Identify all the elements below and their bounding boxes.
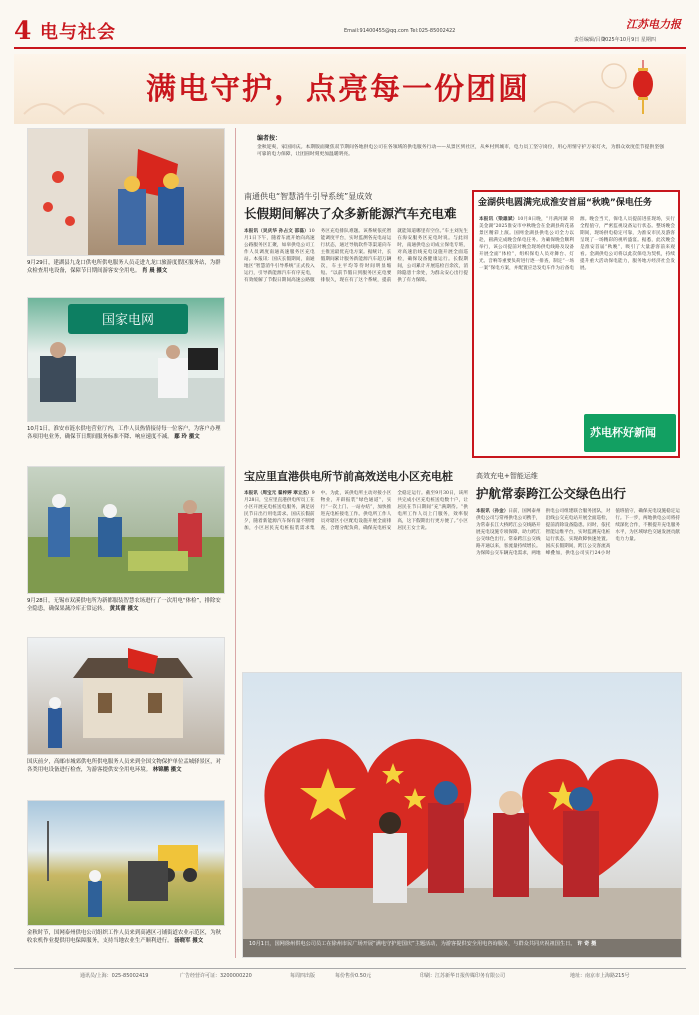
- svg-text:国家电网: 国家电网: [101, 313, 155, 328]
- header-rule: [14, 47, 686, 49]
- photo-3: [27, 466, 225, 594]
- footer-f6: 地址：南京市上海路215号: [570, 973, 630, 979]
- photo-5-caption-text: 金秋时节，国网泰州供电公司组织工作人员来到高港区刁铺街道农业示范区，为秋收农机作业提供用电保障服务，支持当地农业生产顺利进行。: [27, 930, 222, 944]
- page-number: 4: [14, 16, 32, 45]
- photo-2: [27, 297, 225, 422]
- photo-5-caption: [27, 929, 225, 953]
- photo-5: [27, 800, 225, 926]
- photo-4-caption-text: 国庆前夕，高邮市城郊供电所供电服务人员来到全国文物保护单位盂城驿景区，对各类用电设备进行检查，为游客提供安全用电环境。: [27, 759, 222, 773]
- editor-note-text: 金秋迎爽，家国同庆。本期版面聚焦双节期间各地供电公司在各领域的供电服务行动——从景区到社区，从乡村到城市，电力员工坚守岗位，用心用情守护万家灯火，为群众欢度佳节提供坚强可靠的电力保障，让团圆时刻更加温暖明亮。: [257, 145, 664, 158]
- lantern-icon: [632, 60, 654, 116]
- article4-title: 护航常泰跨江公交绿色出行: [476, 486, 627, 501]
- photo-1-caption-text: 9月29日，建湖县九龙口供电所供电服务人员走进九龙口旅游度假区服务站，为群众检查用电设备，保障节日期间游客安全用电。: [27, 260, 221, 274]
- section-title: 电与社会: [40, 22, 116, 43]
- article3-byline: 本报讯（周宝元 翟梓婷 翠立杰）: [244, 491, 312, 496]
- service-hall-icon: [28, 298, 225, 422]
- article4-byline: 本报讯（孙金）: [476, 509, 509, 514]
- photo-5-author: 汤晓军 摄文: [174, 938, 204, 944]
- wechat-ad: [584, 414, 676, 452]
- article1-title: 长假期间解决了众多新能源汽车充电难: [244, 206, 457, 221]
- paper-logo: 江苏电力报: [626, 18, 681, 31]
- banner: [14, 54, 686, 124]
- header-contacts: Email:91400455@qq.com Tel:025-85002422: [344, 28, 456, 34]
- header-editor: 责任编辑/吕羚: [574, 37, 606, 43]
- footer-f3: 每周四出版: [290, 973, 316, 979]
- article1-text: 10月1日下午，随着车流开始向高速公路服务区汇聚，如皋供电公司工作人员调度南通高速服务区充电站。本报讯：国庆长假期间，南通地区“智慧消牛引导系统”正式投入运行，引导新能源汽车有序充电，有效缓解了节假日期间高速公路服务区充电排队难题。该系统依托智能调度平台，实时监测各充电站运行状态，通过导航软件等渠道向车主推送最优充电方案。据统计，长假期间累计服务新能源汽车超万辆次，车主平均等待时间明显缩短。“以前节假日到服务区充电要排很久，现在有了这个系统，提前就能知道哪里有空位。”车主刘先生在海安服务区充电时说。与此同时，南通供电公司成立保电专班，对高速沿线充电设施开展全面巡检，确保设备健康运行。长假期间，公司累计开展巡检百余次，消除隐患十余处，为群众安心出行提供了有力保障。: [244, 229, 468, 283]
- article2-text: 10月8日晚，“月满河湖 荷美金湖”2025淮安市中秋晚会在金湖县荷花荡景区精彩上演。国网金湖县供电公司全力以赴，圆满完成晚会保电任务。为确保晚会顺利举行，该公司提前对晚会现场供电线路及设备开展全面“体检”，组织保电人员对舞台、灯光、音响等重要负荷进行逐一排查，制定“一场一案”保电方案，并配置应急发电车作为后备电源。晚会当天，保电人员提前进驻现场，实行全程值守，严密监视设备运行状态。整场晚会期间，现场供电稳定可靠，为淮安市民及游客呈现了一场精彩的视听盛宴。据悉，此次晚会是淮安首届“秋晚”，吸引了大量游客前来观看。金湖供电公司将以此次保电为契机，持续提升重大活动保电能力，服务地方经济社会发展。: [479, 217, 675, 271]
- workers-flag-icon: [28, 129, 225, 256]
- editor-note: [257, 135, 664, 177]
- article3-text: 9月28日，宝应里直港供电所员工在小区开展充电桩送电服务，满足居民节日出行用电需求。国庆长假前夕，随着新能源汽车保有量不断增加，小区居民充电桩报装需求集中。为此，该供电所主动对接小区物业，开辟报装“绿色通道”，实行“一次上门、一站办结”，加快推进充电桩接电工作。供电所工作人员对辖区小区配电设施开展全面排查，合理分配负荷，确保充电桩安全稳定运行。截至9月30日，该所共完成小区充电桩送电数十户，让居民在节日期间“充”满期待。“供电所工作人员上门服务，效率很高，这下假期出行更方便了。”小区居民王女士说。: [244, 491, 468, 531]
- header-date: 2025年10月9日 星期四: [602, 37, 656, 43]
- footer-f4: 每份售价0.50元: [335, 973, 372, 979]
- big-photo-author: 许 奇 摄: [577, 941, 597, 947]
- article1-kicker: 南通供电“智慧消牛引导系统”显成效: [244, 192, 373, 201]
- photo-3-caption: [27, 597, 225, 621]
- footer-f2: 广告经营许可证：3200000220: [180, 973, 252, 979]
- article-nantong: [242, 192, 470, 452]
- article3-body: [244, 490, 468, 652]
- photo-1: [27, 128, 225, 256]
- column-divider: [235, 128, 236, 958]
- article1-body: [244, 228, 468, 433]
- photo-2-caption: [27, 425, 225, 449]
- photo-1-author: 肖 晨 摄文: [141, 268, 168, 274]
- article4-text: 日前，国网泰州供电公司与常州供电公司携手，为常泰长江大桥跨江公交线路开展充电设施专项保障，助力跨江公交绿色出行。常泰跨江公交线路开通以来，客流量持续增长。为保障公交车辆充电需求，两地供电公司组建联合服务团队，对沿线公交充电站开展全面巡检，提前消除设备隐患。同时，依托智能运维平台，实时监测充电桩运行状态，实现故障快速处置。国庆长假期间，跨江公交客流高峰叠加，供电公司实行24小时值班值守，确保充电设施稳定运行。下一步，两地供电公司将持续深化合作，不断提升充电服务水平，为区域绿色交通发展贡献电力力量。: [476, 509, 680, 556]
- big-photo: [242, 672, 682, 958]
- article-baoying: [242, 470, 470, 655]
- photo-4-author: 林锦鹏 摄文: [152, 767, 182, 773]
- heart-flags-icon: [243, 673, 682, 958]
- footer-f5: 印刷：江苏新华日报传媒印务有限公司: [420, 973, 506, 979]
- article3-title: 宝应里直港供电所节前高效送电小区充电桩: [244, 470, 453, 483]
- article4-kicker: 高效充电+智能运维: [476, 472, 538, 480]
- wechat-brand: 苏电杯好新闻: [590, 426, 656, 439]
- photo-3-author: 黄其蕾 摄文: [109, 606, 139, 612]
- photo-3-caption-text: 9月28日，无锡市双溪供电所为新都服装智慧农场进行了一次用电“体检”，排除安全隐患，确保果蔬冷库正常运转。: [27, 598, 221, 612]
- article2-body: [479, 216, 675, 411]
- footer-f1: 通讯员/上海：025-85002419: [80, 973, 149, 979]
- harvester-icon: [28, 801, 225, 926]
- editor-note-label: 编者按：: [257, 135, 282, 142]
- big-photo-caption: [243, 939, 682, 958]
- article-jinhu-box: [472, 190, 680, 458]
- photo-4: [27, 637, 225, 755]
- banner-title: 满电守护，点亮每一份团圆: [146, 72, 530, 107]
- big-photo-caption-text: 10月1日，国网徐州供电公司员工在徐州市民广场开展“满电守护迎国庆”主题活动，为游客提供安全用电咨询服务，与群众共同庆祝祖国生日。: [249, 941, 576, 947]
- photo-2-author: 鄢 玲 摄文: [174, 434, 200, 440]
- article2-title: 金湖供电圆满完成淮安首届“秋晚”保电任务: [478, 198, 652, 208]
- photo-2-caption-text: 10月1日，淮安市涟水供电营业厅内，工作人员热情接待每一位客户，为客户办理各项用电业务，确保节日期间服务标准不降、响应速度不减。: [27, 426, 221, 440]
- farm-workers-icon: [28, 467, 225, 594]
- footer: [80, 972, 680, 984]
- photo-1-caption: [27, 259, 225, 283]
- article1-byline: 本报讯（吴庆华 孙占文 邵磊）: [244, 229, 309, 234]
- footer-rule: [14, 968, 686, 969]
- heritage-building-icon: [28, 638, 225, 755]
- photo-4-caption: [27, 758, 225, 782]
- article2-byline: 本报讯（梁雄斌）: [479, 217, 518, 222]
